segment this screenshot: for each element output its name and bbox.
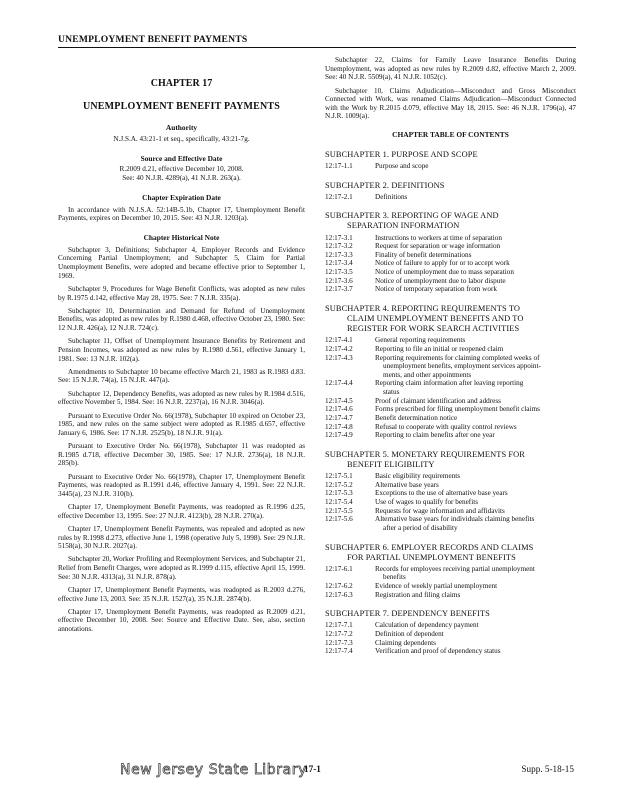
section-number: 12:17-3.2 <box>325 242 353 251</box>
section-title-line: Requests for wage information and affidavits <box>375 506 505 515</box>
section-title <box>375 162 576 171</box>
section-title <box>375 431 576 440</box>
section-title-line: Notice of temporary separation from work <box>375 285 497 294</box>
subchapter-heading <box>325 609 576 619</box>
page-number: 17-1 <box>304 764 321 774</box>
section-number: 12:17-4.1 <box>325 336 353 345</box>
toc-entry <box>325 277 576 286</box>
section-title-line: Notice of unemployment due to mass separation <box>375 268 514 277</box>
toc-entry <box>325 251 576 260</box>
section-title <box>375 621 576 630</box>
section-number: 12:17-6.3 <box>325 590 353 599</box>
history-heading: Chapter Historical Note <box>143 232 220 242</box>
right-column <box>325 56 576 656</box>
section-title-line: Reporting claim information after leaving reporting <box>375 379 524 388</box>
history-paragraph: Amendments to Subchapter 10 became effective March 21, 1983 as R.1983 d.83. See: 15 N.J.R. 74(a), 15 N.J.R. 447(a). <box>58 367 305 385</box>
section-title-line: Basic eligibility requirements <box>375 472 461 481</box>
history-paragraph: Subchapter 22, Claims for Family Leave Insurance Benefits During Unemployment, was adopted as new rules by R.2009 d.82, effective March 2, 2009. See: 40 N.J.R. 5509(a), 41 N.J.R. 1052(c). <box>325 56 576 82</box>
source-line: See: 40 N.J.R. 4289(a), 41 N.J.R. 263(a). <box>122 174 241 183</box>
toc-entry <box>325 582 576 591</box>
section-title-line: Registration and filing claims <box>375 590 461 599</box>
table-of-contents <box>325 150 576 656</box>
section-number: 12:17-3.6 <box>325 276 353 285</box>
toc-entry <box>325 621 576 630</box>
section-title-line: benefits <box>383 573 406 582</box>
toc-entry <box>325 472 576 481</box>
toc-entry <box>325 397 576 406</box>
chapter-title: UNEMPLOYMENT BENEFIT PAYMENTS <box>82 101 281 112</box>
section-number: 12:17-6.1 <box>325 564 353 573</box>
subchapter-heading <box>325 150 576 160</box>
section-number: 12:17-7.1 <box>325 621 353 630</box>
subchapter-heading <box>325 450 576 470</box>
supplement-date: Supp. 5-18-15 <box>521 764 574 774</box>
subchapter-heading-line: SUBCHAPTER 5. MONETARY REQUIREMENTS FOR <box>325 449 525 459</box>
expiration-heading: Chapter Expiration Date <box>142 192 221 202</box>
page-footer <box>0 762 622 782</box>
section-title <box>375 242 576 251</box>
source-heading: Source and Effective Date <box>140 153 223 163</box>
subchapter-heading <box>325 181 576 191</box>
section-title-line: Purpose and scope <box>375 162 429 171</box>
history-paragraph: Subchapter 3, Definitions; Subchapter 4, Employer Records and Evidence Concerning Partial Unemployment; and Subchapter 5, Claim for Partial Unemployment Benefits, were adopted and became effective prior to September 1, 1969. <box>58 245 305 280</box>
section-title-line: after a period of disability <box>383 523 458 532</box>
toc-entry <box>325 162 576 171</box>
subchapter-heading-line: SUBCHAPTER 1. PURPOSE AND SCOPE <box>325 149 478 159</box>
section-title-line: unemployment benefits, employment services appoint- <box>383 362 541 371</box>
section-title-line: Reporting to claim benefits after one year <box>375 431 495 440</box>
subchapter-heading-line: FOR PARTIAL UNEMPLOYMENT BENEFITS <box>347 552 516 562</box>
toc-entry <box>325 431 576 440</box>
toc-entry <box>325 591 576 600</box>
toc-entry <box>325 242 576 251</box>
section-title <box>375 472 576 481</box>
toc-entry <box>325 630 576 639</box>
section-title <box>375 405 576 414</box>
history-paragraph: Chapter 17, Unemployment Benefit Payments, was readopted as R.2003 d.276, effective June 13, 2003. See: 35 N.J.R. 1527(a), 35 N.J.R. 2874(b). <box>58 585 305 603</box>
section-title-line: Exceptions to the use of alternative base years <box>375 489 508 498</box>
section-title <box>375 345 576 354</box>
toc-entry <box>325 379 576 396</box>
section-number: 12:17-5.6 <box>325 515 353 524</box>
history-paragraph: Pursuant to Executive Order No. 66(1978), Chapter 17, Unemployment Benefit Payments, was readopted as R.1991 d.46, effective January 4, 1991. See: 22 N.J.R. 3445(a), 23 N.J.R. 310(b). <box>58 472 305 498</box>
source-line: R.2009 d.21, effective December 10, 2008. <box>119 165 244 174</box>
section-number: 12:17-7.4 <box>325 647 353 656</box>
section-title <box>375 481 576 490</box>
section-title <box>375 414 576 423</box>
toc-entry <box>325 259 576 268</box>
section-number: 12:17-4.3 <box>325 353 353 362</box>
section-number: 12:17-4.5 <box>325 396 353 405</box>
section-number: 12:17-5.5 <box>325 506 353 515</box>
section-number: 12:17-5.3 <box>325 489 353 498</box>
toc-entry <box>325 234 576 243</box>
section-title-line: Notice of failure to apply for or to accept work <box>375 259 510 268</box>
section-number: 12:17-4.2 <box>325 344 353 353</box>
section-title <box>375 565 576 582</box>
section-number: 12:17-7.3 <box>325 638 353 647</box>
section-title <box>375 259 576 268</box>
section-title-line: status <box>383 388 400 397</box>
section-title <box>375 507 576 516</box>
section-number: 12:17-4.8 <box>325 422 353 431</box>
section-title-line: ments, and other appointments <box>383 370 472 379</box>
subchapter-heading-line: SUBCHAPTER 2. DEFINITIONS <box>325 180 445 190</box>
history-paragraph: Chapter 17, Unemployment Benefit Payments, was readopted as R.2009 d.21, effective December 10, 2008. See: Source and Effective Date. See, also, section annotations. <box>58 607 305 634</box>
section-title <box>375 379 576 396</box>
toc-entry <box>325 507 576 516</box>
section-title-line: Records for employees receiving partial unemployment <box>375 564 535 573</box>
section-title <box>375 251 576 260</box>
history-paragraph: Subchapter 20, Worker Profiling and Reemployment Services, and Subchapter 21, Relief from Benefit Charges, were adopted as R.1999 d.115, effective April 15, 1999. See: 30 N.J.R. 4313(a), 31 N.J.R. 878(a). <box>58 555 305 581</box>
history-paragraph: Chapter 17, Unemployment Benefit Payments, was repealed and adopted as new rules by R.1998 d.273, effective June 1, 1998 (operative July 5, 1998). See: 29 N.J.R. 5158(a), 30 N.J.R. 2027(a). <box>58 524 305 551</box>
section-number: 12:17-5.1 <box>325 472 353 481</box>
section-title-line: Alternative base years <box>375 480 439 489</box>
authority-text: N.J.S.A. 43:21-1 et seq., specifically, 43:21-7g. <box>113 134 250 143</box>
header-rule <box>58 47 576 48</box>
section-title-line: Alternative base years for individuals claiming benefits <box>375 515 535 524</box>
subchapter-heading-line: CLAIM UNEMPLOYMENT BENEFITS AND TO <box>347 314 524 324</box>
section-title-line: Reporting requirements for claiming completed weeks of <box>375 353 540 362</box>
section-title <box>375 489 576 498</box>
section-number: 12:17-7.2 <box>325 630 353 639</box>
toc-entry <box>325 414 576 423</box>
subchapter-heading-line: BENEFIT ELIGIBILITY <box>347 460 435 470</box>
subchapter-heading-line: SUBCHAPTER 7. DEPENDENCY BENEFITS <box>325 609 490 619</box>
section-title-line: Definition of dependent <box>375 630 444 639</box>
section-title-line: Finality of benefit determinations <box>375 250 472 259</box>
section-title <box>375 277 576 286</box>
toc-entry <box>325 639 576 648</box>
section-title-line: Reporting to file an initial or reopened claim <box>375 344 504 353</box>
section-title <box>375 630 576 639</box>
section-title-line: Verification and proof of dependency status <box>375 647 501 656</box>
section-title <box>375 423 576 432</box>
section-title <box>375 582 576 591</box>
section-title <box>375 336 576 345</box>
history-paragraph: Subchapter 10, Claims Adjudication—Misconduct and Gross Misconduct Connected with Work, was renamed Claims Adjudication—Misconduct Connected with the Work by R.2015 d.079, effective May 18, 2015. See: 46 N.J.R. 1796(a), 47 N.J.R. 1009(a). <box>325 86 576 121</box>
subchapter-heading-line: SUBCHAPTER 3. REPORTING OF WAGE AND <box>325 211 499 221</box>
subchapter-heading <box>325 211 576 231</box>
section-title-line: Definitions <box>375 192 408 201</box>
section-title-line: General reporting requirements <box>375 336 466 345</box>
section-title-line: Evidence of weekly partial unemployment <box>375 582 498 591</box>
subchapter-heading-line: REGISTER FOR WORK SEARCH ACTIVITIES <box>347 324 520 334</box>
history-paragraph: Subchapter 12, Dependency Benefits, was adopted as new rules by R.1984 d.516, effective November 5, 1984. See: 16 N.J.R. 2237(a), 16 N.J.R. 3046(a). <box>58 389 305 407</box>
section-number: 12:17-5.2 <box>325 480 353 489</box>
subchapter-heading <box>325 543 576 563</box>
section-title-line: Calculation of dependency payment <box>375 621 479 630</box>
toc-entry <box>325 354 576 380</box>
history-paragraph: Chapter 17, Unemployment Benefit Payments, was readopted as R.1996 d.25, effective December 13, 1995. See: 27 N.J.R. 4123(b), 28 N.J.R. 270(a). <box>58 503 305 520</box>
section-number: 12:17-4.9 <box>325 431 353 440</box>
subchapter-heading-line: SUBCHAPTER 6. EMPLOYER RECORDS AND CLAIMS <box>325 542 534 552</box>
toc-entry <box>325 345 576 354</box>
library-logo: New Jersey State Library <box>120 762 307 778</box>
left-column <box>58 56 305 638</box>
section-number: 12:17-3.5 <box>325 268 353 277</box>
toc-entry <box>325 193 576 202</box>
toc-entry <box>325 498 576 507</box>
toc-entry <box>325 481 576 490</box>
section-title <box>375 285 576 294</box>
toc-entry <box>325 489 576 498</box>
section-title-line: Use of wages to qualify for benefits <box>375 498 478 507</box>
section-number: 12:17-6.2 <box>325 582 353 591</box>
section-title-line: Benefit determination notice <box>375 414 458 423</box>
running-head: UNEMPLOYMENT BENEFIT PAYMENTS <box>58 34 248 45</box>
toc-entry <box>325 268 576 277</box>
section-number: 12:17-5.4 <box>325 498 353 507</box>
authority-heading: Authority <box>165 123 198 132</box>
section-title <box>375 234 576 243</box>
expiration-text: In accordance with N.J.S.A. 52:14B-5.1b, Chapter 17, Unemployment Benefit Payments, expires on December 10, 2015. See: 43 N.J.R. 1203(a). <box>58 205 305 223</box>
section-number: 12:17-1.1 <box>325 162 353 171</box>
subchapter-heading-line: SEPARATION INFORMATION <box>347 221 460 231</box>
section-title <box>375 193 576 202</box>
toc-title: CHAPTER TABLE OF CONTENTS <box>392 130 509 140</box>
section-number: 12:17-4.6 <box>325 405 353 414</box>
section-title-line: Instructions to workers at time of separation <box>375 233 502 242</box>
section-title-line: Forms prescribed for filing unemployment benefit claims <box>375 405 540 414</box>
chapter-number: CHAPTER 17 <box>150 78 213 89</box>
section-number: 12:17-3.4 <box>325 259 353 268</box>
toc-entry <box>325 405 576 414</box>
section-title <box>375 639 576 648</box>
section-title <box>375 647 576 656</box>
section-title <box>375 498 576 507</box>
section-title <box>375 354 576 380</box>
section-title-line: Request for separation or wage information <box>375 242 501 251</box>
section-title-line: Refusal to cooperate with quality control reviews <box>375 422 517 431</box>
history-paragraph: Subchapter 11, Offset of Unemployment Insurance Benefits by Retirement and Pension Incomes, was adopted as new rules by R.1980 d.561, effective January 1, 1981. See: 13 N.J.R. 102(a). <box>58 337 305 363</box>
section-title <box>375 397 576 406</box>
history-paragraph: Pursuant to Executive Order No. 66(1978), Subchapter 10 expired on October 23, 1985, and new rules on the same subject were adopted as R.1985 d.657, effective January 6, 1986. See: 17 N.J.R. 2525(b), 18 N.J.R. 91(a). <box>58 411 305 437</box>
toc-entry <box>325 285 576 294</box>
section-title <box>375 268 576 277</box>
toc-entry <box>325 423 576 432</box>
section-number: 12:17-3.1 <box>325 233 353 242</box>
section-number: 12:17-3.7 <box>325 285 353 294</box>
toc-entry <box>325 565 576 582</box>
section-number: 12:17-3.3 <box>325 250 353 259</box>
section-number: 12:17-4.4 <box>325 379 353 388</box>
subchapter-heading-line: SUBCHAPTER 4. REPORTING REQUIREMENTS TO <box>325 304 521 314</box>
section-title-line: Notice of unemployment due to labor dispute <box>375 276 506 285</box>
section-title-line: Proof of claimant identification and address <box>375 396 501 405</box>
toc-entry <box>325 647 576 656</box>
section-title <box>375 515 576 532</box>
history-paragraph: Pursuant to Executive Order No. 66(1978), Subchapter 11 was readopted as R.1985 d.718, effective December 30, 1985. See: 17 N.J.R. 2736(a), 18 N.J.R. 285(b). <box>58 442 305 468</box>
section-title <box>375 591 576 600</box>
history-notes <box>58 246 305 634</box>
section-title-line: Claiming dependents <box>375 638 436 647</box>
section-number: 12:17-4.7 <box>325 414 353 423</box>
section-number: 12:17-2.1 <box>325 192 353 201</box>
toc-entry <box>325 515 576 532</box>
toc-entry <box>325 336 576 345</box>
subchapter-heading <box>325 304 576 334</box>
history-paragraph: Subchapter 10, Determination and Demand for Refund of Unemployment Benefits, was adopted as new rules by R.1980 d.468, effective October 23, 1980. See: 12 N.J.R. 426(a), 12 N.J.R. 724(c). <box>58 306 305 333</box>
history-paragraph: Subchapter 9, Procedures for Wage Benefit Conflicts, was adopted as new rules by R.1975 d.142, effective May 28, 1975. See: 7 N.J.R. 335(a). <box>58 284 305 302</box>
